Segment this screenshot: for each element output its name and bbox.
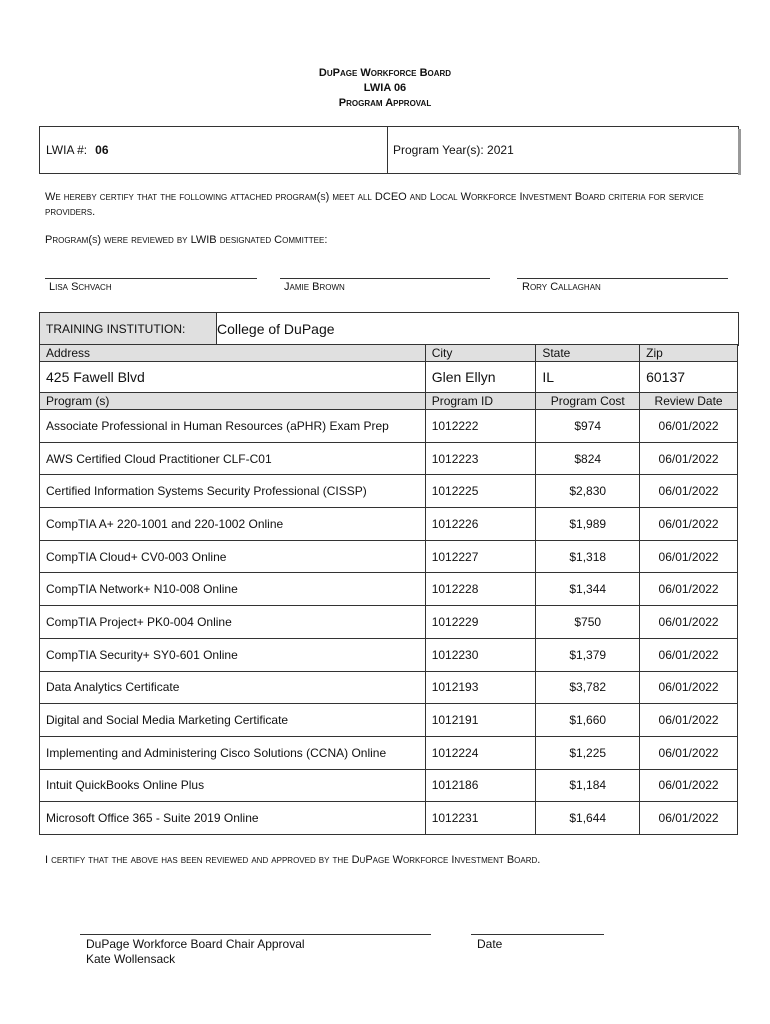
review-date-cell: 06/01/2022 [640, 540, 738, 573]
program-name-cell: Microsoft Office 365 - Suite 2019 Online [40, 802, 426, 835]
address-value: 425 Fawell Blvd [40, 362, 426, 393]
program-name-cell: AWS Certified Cloud Practitioner CLF-C01 [40, 442, 426, 475]
program-id-cell: 1012225 [425, 475, 536, 508]
program-id-cell: 1012230 [425, 638, 536, 671]
table-row [40, 410, 738, 443]
program-name-cell: CompTIA Security+ SY0-601 Online [40, 638, 426, 671]
chair-approval-label: DuPage Workforce Board Chair Approval [86, 937, 305, 951]
program-year-value: 2021 [487, 143, 514, 157]
header-lwia: LWIA 06 [363, 82, 407, 94]
program-id-cell: 1012224 [425, 736, 536, 769]
zip-value: 60137 [640, 362, 738, 393]
table-row [40, 442, 738, 475]
table-row [40, 606, 738, 639]
program-id-cell: 1012226 [425, 508, 536, 541]
chair-signature-line [80, 934, 431, 935]
program-name-cell: Associate Professional in Human Resources (aPHR) Exam Prep [40, 410, 426, 443]
reviewer-name-1: Lisa Schvach [49, 281, 112, 293]
table-row [40, 573, 738, 606]
table-row [40, 802, 738, 835]
program-id-cell: 1012227 [425, 540, 536, 573]
reviewer-signature-line-2 [280, 278, 490, 279]
box-shadow [738, 129, 741, 175]
city-value: Glen Ellyn [425, 362, 536, 393]
programs-table [39, 344, 738, 835]
program-name-cell: Certified Information Systems Security Professional (CISSP) [40, 475, 426, 508]
review-date-cell: 06/01/2022 [640, 606, 738, 639]
program-cost-cell: $1,660 [536, 704, 640, 737]
review-date-cell: 06/01/2022 [640, 410, 738, 443]
program-cost-cell: $1,318 [536, 540, 640, 573]
program-cost-cell: $974 [536, 410, 640, 443]
table-row [40, 638, 738, 671]
review-date-cell: 06/01/2022 [640, 508, 738, 541]
review-date-cell: 06/01/2022 [640, 442, 738, 475]
state-header: State [536, 345, 640, 362]
address-header-row [40, 345, 738, 362]
program-cost-header: Program Cost [536, 393, 640, 410]
program-id-cell: 1012229 [425, 606, 536, 639]
training-institution-label: TRAINING INSTITUTION: [40, 313, 217, 346]
table-row [40, 540, 738, 573]
zip-header: Zip [640, 345, 738, 362]
lwia-label: LWIA #: [46, 143, 88, 157]
program-id-cell: 1012193 [425, 671, 536, 704]
training-institution-row [39, 312, 739, 346]
program-cost-cell: $1,184 [536, 769, 640, 802]
program-name-cell: CompTIA Network+ N10-008 Online [40, 573, 426, 606]
lwia-box [39, 126, 739, 174]
review-date-cell: 06/01/2022 [640, 638, 738, 671]
training-institution-name: College of DuPage [217, 321, 335, 337]
program-name-cell: CompTIA Cloud+ CV0-003 Online [40, 540, 426, 573]
program-name-cell: Implementing and Administering Cisco Solutions (CCNA) Online [40, 736, 426, 769]
program-cost-cell: $1,379 [536, 638, 640, 671]
table-row [40, 475, 738, 508]
address-header: Address [40, 345, 426, 362]
reviewed-by-text: Program(s) were reviewed by LWIB designated Committee: [45, 234, 328, 246]
review-date-cell: 06/01/2022 [640, 769, 738, 802]
chair-name: Kate Wollensack [86, 952, 176, 966]
program-cost-cell: $1,225 [536, 736, 640, 769]
program-id-cell: 1012186 [425, 769, 536, 802]
reviewer-signature-line-1 [45, 278, 257, 279]
reviewer-name-3: Rory Callaghan [522, 281, 601, 293]
chair-approval-block [86, 937, 305, 967]
table-row [40, 704, 738, 737]
program-id-header: Program ID [425, 393, 536, 410]
review-date-cell: 06/01/2022 [640, 671, 738, 704]
program-cost-cell: $2,830 [536, 475, 640, 508]
final-certification: I certify that the above has been reviewed and approved by the DuPage Workforce Investment Board. [45, 854, 541, 866]
program-name-header: Program (s) [40, 393, 426, 410]
program-id-cell: 1012228 [425, 573, 536, 606]
state-value: IL [536, 362, 640, 393]
header-subtitle: Program Approval [338, 97, 432, 109]
program-id-cell: 1012222 [425, 410, 536, 443]
table-row [40, 736, 738, 769]
lwia-divider [387, 127, 388, 173]
program-name-cell: CompTIA A+ 220-1001 and 220-1002 Online [40, 508, 426, 541]
program-name-cell: Data Analytics Certificate [40, 671, 426, 704]
program-rows [40, 410, 738, 835]
program-year-field [393, 143, 514, 157]
program-name-cell: Intuit QuickBooks Online Plus [40, 769, 426, 802]
date-signature-line [471, 934, 604, 935]
lwia-field [46, 143, 109, 157]
reviewer-signature-line-3 [517, 278, 728, 279]
table-row [40, 508, 738, 541]
program-cost-cell: $1,989 [536, 508, 640, 541]
program-cost-cell: $824 [536, 442, 640, 475]
program-name-cell: Digital and Social Media Marketing Certificate [40, 704, 426, 737]
review-date-header: Review Date [640, 393, 738, 410]
review-date-cell: 06/01/2022 [640, 573, 738, 606]
review-date-cell: 06/01/2022 [640, 736, 738, 769]
program-cost-cell: $1,644 [536, 802, 640, 835]
review-date-cell: 06/01/2022 [640, 475, 738, 508]
document-header [0, 66, 770, 111]
program-header-row [40, 393, 738, 410]
header-title: DuPage Workforce Board [318, 67, 452, 79]
reviewer-name-2: Jamie Brown [284, 281, 345, 293]
lwia-value: 06 [95, 143, 109, 157]
date-label: Date [477, 937, 503, 951]
program-year-label: Program Year(s): [393, 143, 484, 157]
table-row [40, 769, 738, 802]
table-row [40, 671, 738, 704]
program-id-cell: 1012191 [425, 704, 536, 737]
city-header: City [425, 345, 536, 362]
review-date-cell: 06/01/2022 [640, 802, 738, 835]
certification-statement: We hereby certify that the following attached program(s) meet all DCEO and Local Workforce Investment Board criteria for service providers. [45, 191, 704, 218]
program-cost-cell: $750 [536, 606, 640, 639]
program-name-cell: CompTIA Project+ PK0-004 Online [40, 606, 426, 639]
address-row [40, 362, 738, 393]
program-cost-cell: $3,782 [536, 671, 640, 704]
review-date-cell: 06/01/2022 [640, 704, 738, 737]
program-cost-cell: $1,344 [536, 573, 640, 606]
program-id-cell: 1012223 [425, 442, 536, 475]
program-id-cell: 1012231 [425, 802, 536, 835]
